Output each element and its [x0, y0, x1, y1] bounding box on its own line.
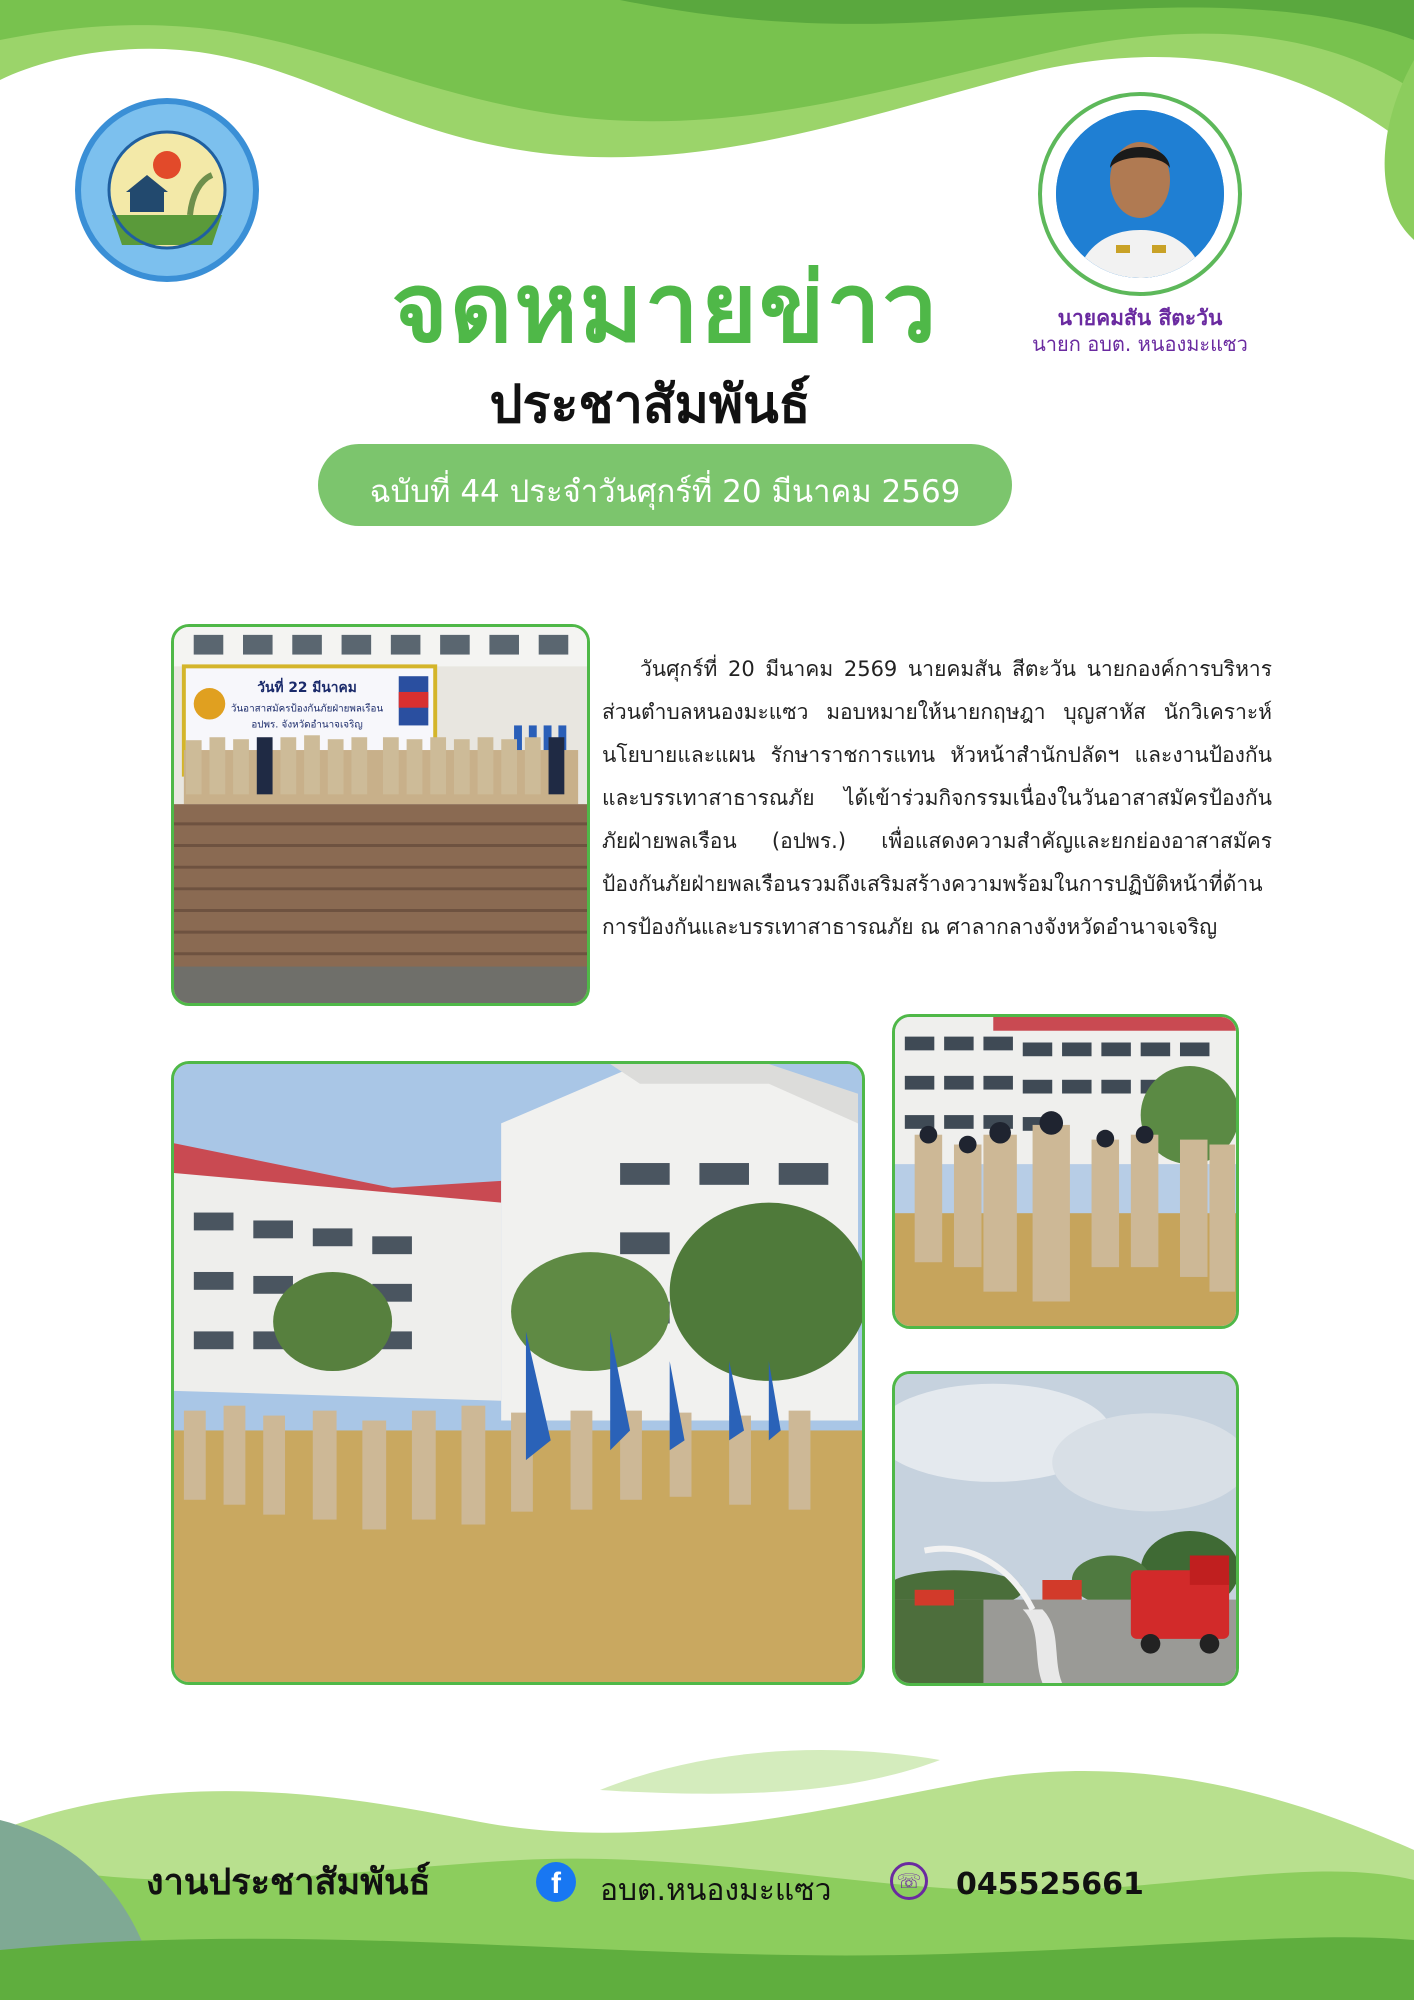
newsletter-subtitle: ประชาสัมพันธ์ [489, 375, 811, 435]
banner-line-2: วันอาสาสมัครป้องกันภัยฝ่ายพลเรือน [230, 703, 384, 715]
banner-line-1: วันที่ 22 มีนาคม [257, 679, 357, 696]
portrait-photo [1056, 110, 1224, 278]
facebook-icon: f [536, 1862, 576, 1902]
newsletter-title: จดหมายข่าว [391, 252, 939, 364]
footer-label: งานประชาสัมพันธ์ [146, 1862, 431, 1903]
photo-ceremony-stage [171, 624, 590, 1006]
facebook-page-name[interactable]: อบต.หนองมะแซว [600, 1873, 832, 1908]
issue-date: ฉบับที่ 44 ประจำวันศุกร์ที่ 20 มีนาคม 2569 [369, 474, 961, 510]
org-seal-logo [72, 95, 262, 285]
article-paragraph: วันศุกร์ที่ 20 มีนาคม 2569 นายคมสัน สีตะวัน นายกองค์การบริหารส่วนตำบลหนองมะแซว มอบหมายให้นายกฤษฎา บุญสาหัส นักวิเคราะห์นโยบายและแผน รักษาราชการแทน หัวหน้าสำนักปลัดฯ และงานป้องกันและบรรเทาสาธารณภัย ได้เข้าร่วมกิจกรรมเนื่องในวันอาสาสมัครป้องกันภัยฝ่ายพลเรือน (อปพร.) เพื่อแสดงความสำคัญและยกย่องอาสาสมัครป้องกันภัยฝ่ายพลเรือนรวมถึงเสริมสร้างความพร้อมในการปฏิบัติหน้าที่ด้านการป้องกันและบรรเทาสาธารณภัย ณ ศาลากลางจังหวัดอำนาจเจริญ [602, 657, 1272, 939]
banner-line-3: อปพร. จังหวัดอำนาจเจริญ [251, 719, 363, 731]
article-body [602, 648, 1272, 949]
person-position: นายก อบต. หนองมะแซว [1032, 332, 1248, 356]
phone-number[interactable]: 045525661 [956, 1867, 1144, 1902]
person-name: นายคมสัน สีตะวัน [1057, 306, 1223, 330]
photo-fire-trucks [892, 1371, 1239, 1686]
photo-volunteers-parade [171, 1061, 865, 1685]
phone-icon: ☏ [890, 1862, 928, 1900]
photo-volunteers-standing [892, 1014, 1239, 1329]
